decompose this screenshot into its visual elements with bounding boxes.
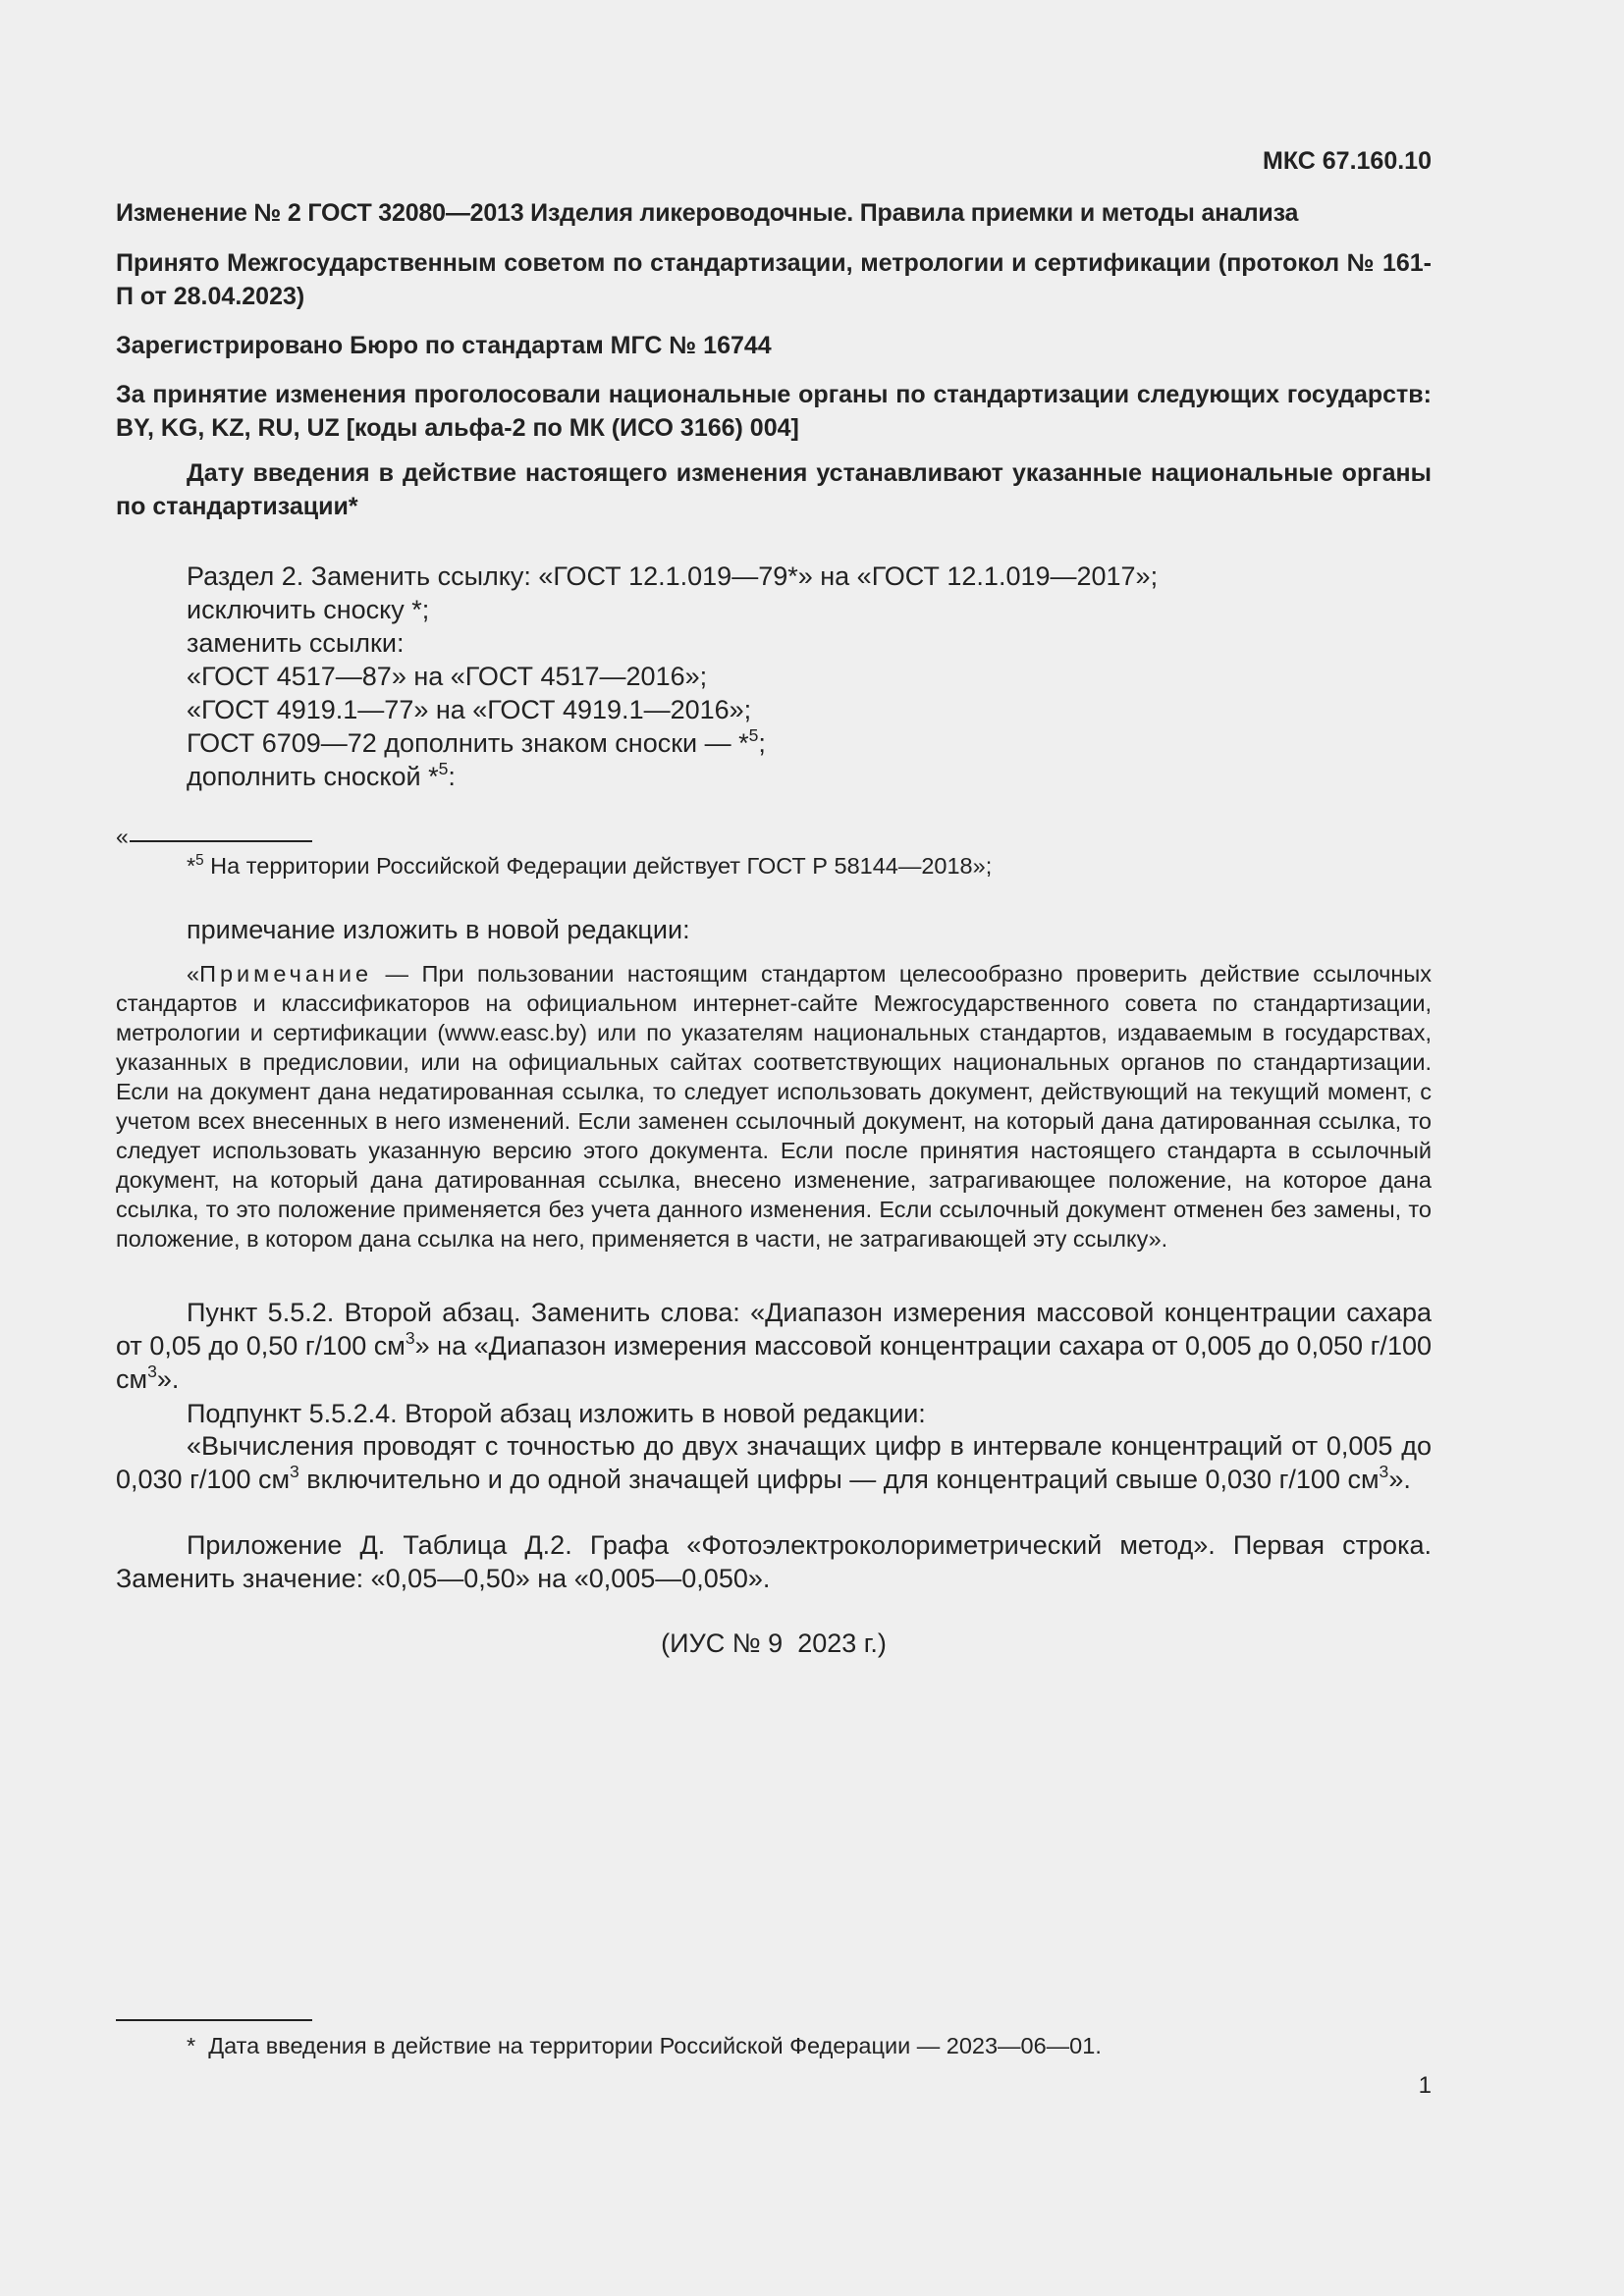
section2-line: «ГОСТ 4517—87» на «ГОСТ 4517—2016»;: [187, 662, 708, 691]
section2-line: заменить ссылки:: [187, 628, 405, 658]
adopted-statement: Принято Межгосударственным советом по стандартизации, метрологии и сертификации (протокол № 161-П от 28.04.2023): [116, 249, 1432, 310]
item-5-5-2: Пункт 5.5.2. Второй абзац. Заменить слова: «Диапазон измерения массовой концентрации сахара от 0,05 до 0,50 г/100 $см^3$» на «Диапазон измерения массовой концентрации сахара от 0,005 до 0,050 г/100 $см^3$».: [116, 1298, 1432, 1394]
mks-code: МКС 67.160.10: [1263, 147, 1432, 175]
appendix-change: Приложение Д. Таблица Д.2. Графа «Фотоэлектроколориметрический метод». Первая строка. Заменить значение: «0,05—0,50» на «0,005—0,050».: [116, 1530, 1432, 1593]
footnote-open-quote: «: [116, 824, 129, 849]
inserted-footnote: *$^5$ На территории Российской Федерации действует ГОСТ Р 58144—2018»;: [187, 851, 993, 879]
note-paragraph: «Примечание — При пользовании настоящим стандартом целесообразно проверить действие ссылочных стандартов и классификаторов на официальном интернет-сайте Межгосударственного совета по стандартизации, метрологии и сертификации (www.easc.by) или по указателям национальных стандартов, издаваемым в государствах, указанных в предисловии, или на официальных сайтах соответствующих национальных органов по стандартизации. Если на документ дана недатированная ссылка, то следует использовать документ, действующий на текущий момент, с учетом всех внесенных в него изменений. Если заменен ссылочный документ, на который дана датированная ссылка, то следует использовать указанную версию этого документа. Если после принятия настоящего стандарта в ссылочный документ, на который дана датированная ссылка, внесено изменение, затрагивающее положение, на которое дана ссылка, то это положение применяется без учета данного изменения. Если ссылочный документ отменен без замены, то положение, в котором дана ссылка на него, применяется в части, не затрагивающей эту ссылку».: [116, 961, 1432, 1252]
section2-line: «ГОСТ 4919.1—77» на «ГОСТ 4919.1—2016»;: [187, 695, 752, 724]
note-label: Примечание: [199, 961, 373, 987]
change-title: Изменение № 2 ГОСТ 32080—2013 Изделия ликероводочные. Правила приемки и методы анализа: [116, 199, 1299, 227]
item-5-5-2-4-text: «Вычисления проводят с точностью до двух значащих цифр в интервале концентраций от 0,005 до 0,030 г/100 $см^3$ включительно и до одной значащей цифры — для концентраций свыше 0,030 г/100 $см^3$».: [116, 1431, 1432, 1494]
inserted-footnote-rule: [130, 840, 312, 842]
section2-line: ГОСТ 6709—72 дополнить знаком сноски — *$^5$;: [187, 725, 766, 758]
page-number: 1: [1418, 2072, 1432, 2099]
section2-changes: [187, 560, 1158, 793]
page-footnote: * Дата введения в действие на территории Российской Федерации — 2023—06—01.: [187, 2033, 1102, 2058]
section2-line: Раздел 2. Заменить ссылку: «ГОСТ 12.1.019—79*» на «ГОСТ 12.1.019—2017»;: [187, 561, 1159, 591]
registration-statement: Зарегистрировано Бюро по стандартам МГС № 16744: [116, 332, 772, 359]
voting-statement: За принятие изменения проголосовали национальные органы по стандартизации следующих государств: BY, KG, KZ, RU, UZ [коды альфа-2 по МК (ИСО 3166) 004]: [116, 381, 1432, 442]
item-5-5-2-4-intro: Подпункт 5.5.2.4. Второй абзац изложить в новой редакции:: [187, 1399, 926, 1428]
ius-reference: (ИУС № 9 2023 г.): [661, 1629, 887, 1658]
section2-line: дополнить сноской *$^5$:: [187, 759, 456, 791]
section2-line: исключить сноску *;: [187, 595, 430, 624]
page-footnote-rule: [116, 2019, 312, 2021]
effective-date-statement: Дату введения в действие настоящего изменения устанавливают указанные национальные органы по стандартизации*: [116, 459, 1432, 520]
note-intro: примечание изложить в новой редакции:: [187, 915, 690, 944]
